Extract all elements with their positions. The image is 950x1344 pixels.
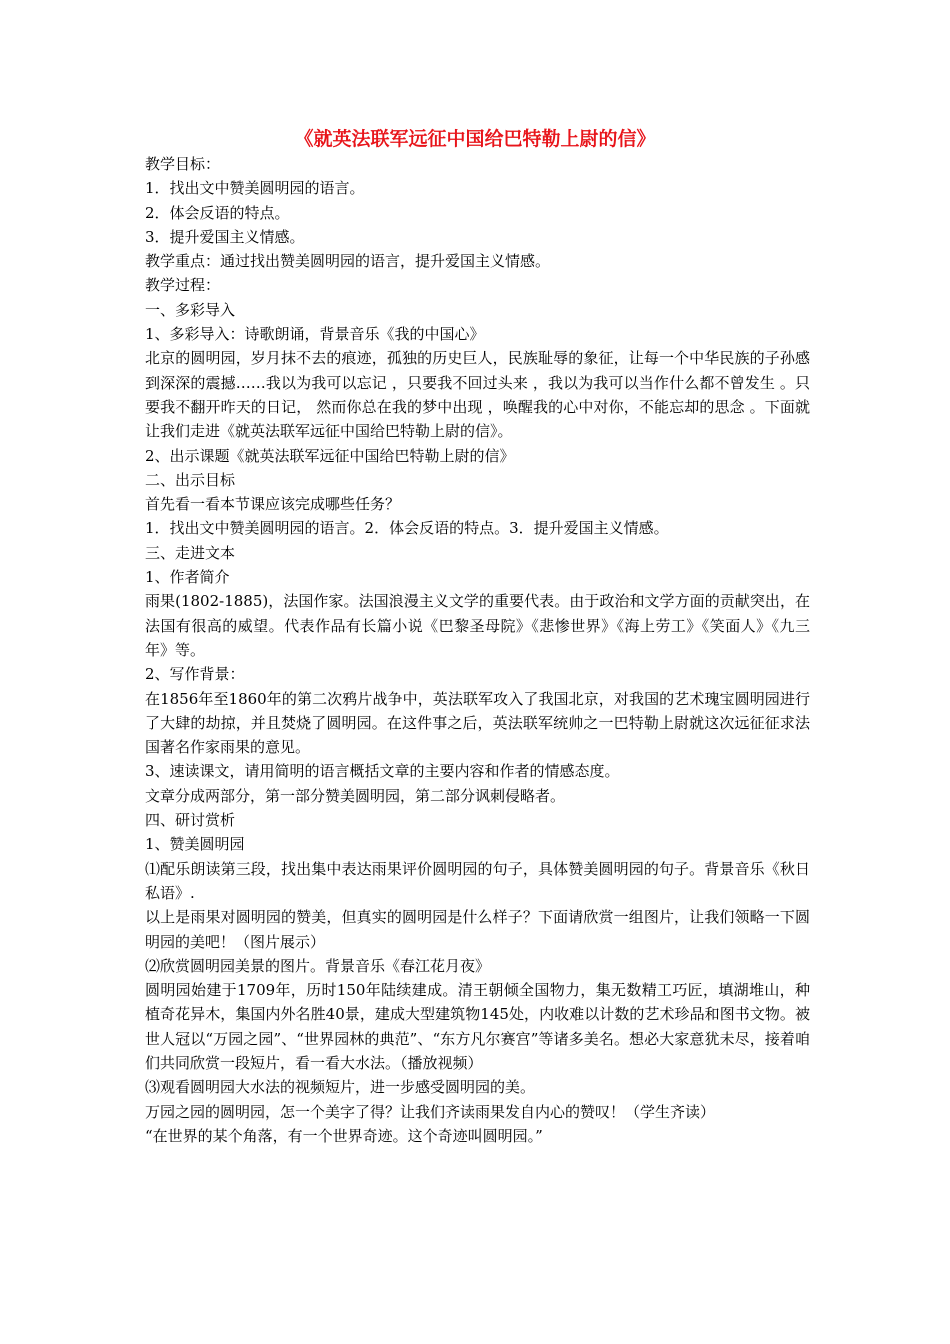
paragraph: 四、研讨赏析 — [145, 811, 236, 830]
paragraph: 北京的圆明园，岁月抹不去的痕迹，孤独的历史巨人，民族耻辱的象征，让每一个中华民族的子孙感到深深的震撼……我以为我可以忘记 ，只要我不回过头来 ，我以为我可以当作什么都不曾发生 。只要我不翻开昨天的日记， 然而你总在我的梦中出现 ，唤醒我的心中对你，不能忘却的思念 。下面就让我们走进《就英法联军远征中国给巴特勒上尉的信》。 — [145, 349, 810, 441]
paragraph: 2．体会反语的特点。 — [145, 203, 290, 222]
paragraph: 文章分成两部分，第一部分赞美圆明园，第二部分讽刺侵略者。 — [145, 786, 566, 805]
paragraph: 以上是雨果对圆明园的赞美，但真实的圆明园是什么样子？下面请欣赏一组图片，让我们领略一下圆明园的美吧！（图片展示） — [145, 908, 810, 951]
paragraph: 2、出示课题《就英法联军远征中国给巴特勒上尉的信》 — [145, 446, 515, 465]
document-body — [145, 152, 810, 1148]
paragraph: 雨果(1802-1885)，法国作家。法国浪漫主义文学的重要代表。由于政治和文学方面的贡献突出，在法国有很高的威望。代表作品有长篇小说《巴黎圣母院》《悲惨世界》《海上劳工》《笑面人》《九三年》等。 — [145, 592, 810, 659]
paragraph: 1．找出文中赞美圆明园的语言。2．体会反语的特点。3．提升爱国主义情感。 — [145, 519, 669, 538]
paragraph: 一、多彩导入 — [145, 300, 236, 319]
paragraph: 3、速读课文，请用简明的语言概括文章的主要内容和作者的情感态度。 — [145, 762, 620, 781]
paragraph: ⑵欣赏圆明园美景的图片。背景音乐《春江花月夜》 — [145, 956, 491, 975]
paragraph: 二、出示目标 — [145, 470, 236, 489]
paragraph: 教学目标： — [145, 155, 221, 173]
paragraph: 万园之园的圆明园，怎一个美字了得？让我们齐读雨果发自内心的赞叹！（学生齐读） — [145, 1102, 716, 1121]
paragraph: 1．找出文中赞美圆明园的语言。 — [145, 179, 365, 198]
paragraph: 3．提升爱国主义情感。 — [145, 227, 305, 246]
paragraph: 教学重点：通过找出赞美圆明园的语言，提升爱国主义情感。 — [145, 252, 551, 271]
paragraph: 1、作者简介 — [145, 568, 230, 587]
paragraph: ⑶观看圆明园大水法的视频短片，进一步感受圆明园的美。 — [145, 1078, 536, 1097]
paragraph: “在世界的某个角落，有一个世界奇迹。这个奇迹叫圆明园。” — [145, 1126, 543, 1145]
paragraph: ⑴配乐朗读第三段，找出集中表达雨果评价圆明园的句子，具体赞美圆明园的句子。背景音乐《秋日私语》. — [145, 859, 810, 902]
paragraph: 在1856年至1860年的第二次鸦片战争中，英法联军攻入了我国北京，对我国的艺术瑰宝圆明园进行了大肆的劫掠，并且焚烧了圆明园。在这件事之后，英法联军统帅之一巴特勒上尉就这次远征征求法国著名作家雨果的意见。 — [145, 689, 810, 757]
paragraph: 教学过程： — [145, 276, 221, 295]
paragraph: 2、写作背景： — [145, 665, 245, 684]
paragraph: 圆明园始建于1709年，历时150年陆续建成。清王朝倾全国物力，集无数精工巧匠，填湖堆山，种植奇花异木，集国内外名胜40景，建成大型建筑物145处，内收难以计数的艺术珍品和图书文物。被世人冠以“万园之园”、“世界园林的典范”、“东方凡尔赛宫”等诸多美名。想必大家意犹未尽，接着咱们共同欣赏一段短片，看一看大水法。（播放视频） — [145, 981, 810, 1072]
paragraph: 1、赞美圆明园 — [145, 835, 245, 854]
paragraph: 1、多彩导入：诗歌朗诵，背景音乐《我的中国心》 — [145, 325, 485, 344]
paragraph: 三、走进文本 — [145, 543, 236, 562]
paragraph: 首先看一看本节课应该完成哪些任务？ — [145, 495, 401, 514]
document-title: 《就英法联军远征中国给巴特勒上尉的信》 — [294, 128, 656, 150]
